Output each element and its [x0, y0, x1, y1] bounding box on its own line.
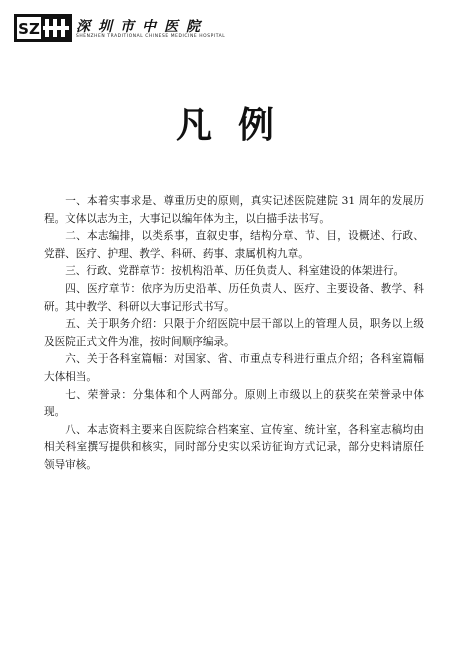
document-body: [44, 193, 424, 475]
logo-text: SZ: [18, 20, 40, 38]
paragraph-2: 二、本志编排，以类系事，直叙史事，结构分章、节、目，设概述、行政、党群、医疗、护理、教学、科研、药事、隶属机构九章。: [44, 230, 424, 260]
paragraph-7: 七、荣誉录：分集体和个人两部分。原则上市级以上的获奖在荣誉录中体现。: [44, 388, 424, 419]
page-header: [14, 14, 374, 44]
page-title: 凡例: [175, 104, 300, 146]
hospital-name-english: SHENZHEN TRADITIONAL CHINESE MEDICINE HOSPITAL: [76, 34, 226, 39]
paragraph-4: 四、医疗章节：依序为历史沿革、历任负责人、医疗、主要设备、教学、科研。其中教学、科研以大事记形式书写。: [44, 282, 424, 313]
paragraph-1: 一、本着实事求是、尊重历史的原则，真实记述医院建院 31 周年的发展历程。文体以志为主，大事记以编年体为主，以白描手法书写。: [44, 195, 424, 225]
paragraph-6: 六、关于各科室篇幅：对国家、省、市重点专科进行重点介绍；各科室篇幅大体相当。: [44, 353, 424, 383]
hospital-logo-icon: [14, 14, 72, 42]
paragraph-5: 五、关于职务介绍：只限于介绍医院中层干部以上的管理人员，职务以上级及医院正式文件为准，按时间顺序编录。: [44, 318, 424, 348]
paragraph-3: 三、行政、党群章节：按机构沿革、历任负责人、科室建设的体架进行。: [65, 265, 405, 278]
hospital-name: 深圳市中医院: [76, 19, 208, 35]
paragraph-8: 八、本志资料主要来自医院综合档案室、宣传室、统计室，各科室志稿均由相关科室撰写提供和核实，同时部分史实以采访征询方式记录，部分史料请原任领导审核。: [44, 423, 424, 471]
